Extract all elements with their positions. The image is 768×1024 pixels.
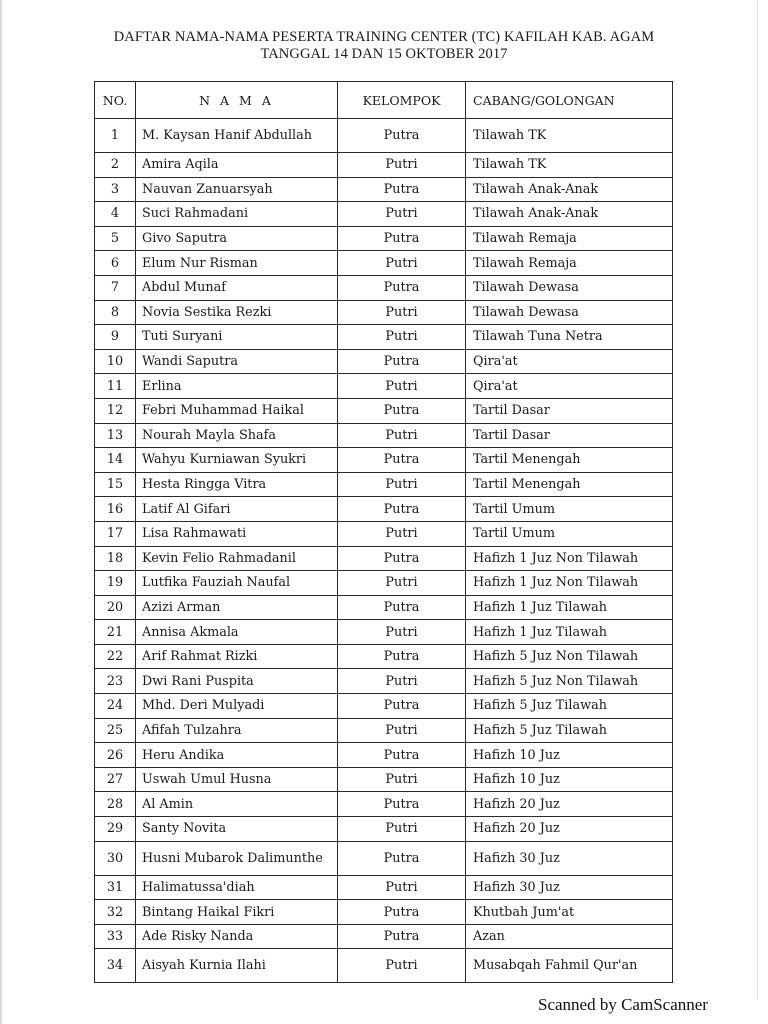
document-date: TANGGAL 14 DAN 15 OKTOBER 2017 bbox=[260, 46, 508, 62]
row-nama: Lutfika Fauziah Naufal bbox=[136, 571, 338, 596]
row-nama: Wandi Saputra bbox=[136, 349, 338, 374]
row-no: 21 bbox=[95, 620, 136, 645]
row-nama: Novia Sestika Rezki bbox=[136, 300, 338, 325]
row-kelompok: Putra bbox=[338, 119, 466, 153]
table-row bbox=[95, 423, 673, 448]
row-cabang: Tilawah Remaja bbox=[466, 226, 673, 251]
row-cabang: Hafizh 20 Juz bbox=[466, 817, 673, 842]
table-body bbox=[95, 119, 673, 983]
row-kelompok: Putra bbox=[338, 900, 466, 925]
page-border-line bbox=[757, 0, 758, 1000]
row-no: 8 bbox=[95, 300, 136, 325]
row-kelompok: Putri bbox=[338, 153, 466, 178]
row-kelompok: Putra bbox=[338, 275, 466, 300]
table-row bbox=[95, 374, 673, 399]
row-no: 3 bbox=[95, 177, 136, 202]
page-edge bbox=[0, 0, 3, 1024]
table-row bbox=[95, 300, 673, 325]
row-no: 12 bbox=[95, 398, 136, 423]
row-cabang: Tartil Menengah bbox=[466, 448, 673, 473]
table-row bbox=[95, 792, 673, 817]
row-nama: Givo Saputra bbox=[136, 226, 338, 251]
row-kelompok: Putra bbox=[338, 841, 466, 875]
row-kelompok: Putra bbox=[338, 497, 466, 522]
row-nama: Heru Andika bbox=[136, 743, 338, 768]
row-kelompok: Putri bbox=[338, 325, 466, 350]
table-row bbox=[95, 900, 673, 925]
row-cabang: Hafizh 1 Juz Non Tilawah bbox=[466, 571, 673, 596]
row-nama: Halimatussa'diah bbox=[136, 875, 338, 900]
row-no: 4 bbox=[95, 202, 136, 227]
row-cabang: Hafizh 1 Juz Tilawah bbox=[466, 620, 673, 645]
row-nama: Nourah Mayla Shafa bbox=[136, 423, 338, 448]
table-row bbox=[95, 349, 673, 374]
row-kelompok: Putra bbox=[338, 924, 466, 949]
table-row bbox=[95, 924, 673, 949]
row-cabang: Tilawah Anak-Anak bbox=[466, 177, 673, 202]
table-row bbox=[95, 119, 673, 153]
row-no: 11 bbox=[95, 374, 136, 399]
row-no: 18 bbox=[95, 546, 136, 571]
row-cabang: Hafizh 20 Juz bbox=[466, 792, 673, 817]
row-cabang: Hafizh 10 Juz bbox=[466, 743, 673, 768]
row-kelompok: Putra bbox=[338, 177, 466, 202]
row-cabang: Tartil Umum bbox=[466, 497, 673, 522]
row-no: 24 bbox=[95, 694, 136, 719]
row-kelompok: Putri bbox=[338, 875, 466, 900]
row-cabang: Hafizh 10 Juz bbox=[466, 767, 673, 792]
table-row bbox=[95, 718, 673, 743]
row-nama: Al Amin bbox=[136, 792, 338, 817]
row-no: 5 bbox=[95, 226, 136, 251]
row-nama: Nauvan Zanuarsyah bbox=[136, 177, 338, 202]
header-kelompok: KELOMPOK bbox=[338, 82, 466, 119]
row-cabang: Hafizh 5 Juz Non Tilawah bbox=[466, 669, 673, 694]
row-cabang: Tartil Dasar bbox=[466, 398, 673, 423]
row-no: 34 bbox=[95, 949, 136, 983]
table-row bbox=[95, 226, 673, 251]
row-kelompok: Putri bbox=[338, 949, 466, 983]
row-kelompok: Putra bbox=[338, 595, 466, 620]
row-kelompok: Putri bbox=[338, 718, 466, 743]
header-no: NO. bbox=[95, 82, 136, 119]
row-nama: Mhd. Deri Mulyadi bbox=[136, 694, 338, 719]
row-kelompok: Putra bbox=[338, 546, 466, 571]
table-row bbox=[95, 177, 673, 202]
row-cabang: Tartil Dasar bbox=[466, 423, 673, 448]
row-nama: Hesta Ringga Vitra bbox=[136, 472, 338, 497]
row-cabang: Tilawah TK bbox=[466, 119, 673, 153]
row-nama: Bintang Haikal Fikri bbox=[136, 900, 338, 925]
table-row bbox=[95, 251, 673, 276]
table-row bbox=[95, 275, 673, 300]
row-nama: Wahyu Kurniawan Syukri bbox=[136, 448, 338, 473]
row-cabang: Hafizh 1 Juz Tilawah bbox=[466, 595, 673, 620]
table-row bbox=[95, 767, 673, 792]
row-no: 20 bbox=[95, 595, 136, 620]
row-cabang: Hafizh 30 Juz bbox=[466, 875, 673, 900]
row-no: 9 bbox=[95, 325, 136, 350]
table-row bbox=[95, 153, 673, 178]
row-nama: M. Kaysan Hanif Abdullah bbox=[136, 119, 338, 153]
row-kelompok: Putra bbox=[338, 398, 466, 423]
row-no: 22 bbox=[95, 644, 136, 669]
row-cabang: Musabqah Fahmil Qur'an bbox=[466, 949, 673, 983]
row-no: 33 bbox=[95, 924, 136, 949]
row-nama: Ade Risky Nanda bbox=[136, 924, 338, 949]
row-no: 1 bbox=[95, 119, 136, 153]
table-row bbox=[95, 202, 673, 227]
row-cabang: Qira'at bbox=[466, 349, 673, 374]
row-no: 13 bbox=[95, 423, 136, 448]
row-cabang: Khutbah Jum'at bbox=[466, 900, 673, 925]
row-nama: Tuti Suryani bbox=[136, 325, 338, 350]
table-row bbox=[95, 595, 673, 620]
row-nama: Uswah Umul Husna bbox=[136, 767, 338, 792]
row-cabang: Hafizh 30 Juz bbox=[466, 841, 673, 875]
row-cabang: Tilawah Dewasa bbox=[466, 275, 673, 300]
row-kelompok: Putri bbox=[338, 423, 466, 448]
table-row bbox=[95, 472, 673, 497]
row-no: 2 bbox=[95, 153, 136, 178]
row-no: 28 bbox=[95, 792, 136, 817]
row-no: 14 bbox=[95, 448, 136, 473]
row-nama: Aisyah Kurnia Ilahi bbox=[136, 949, 338, 983]
row-no: 32 bbox=[95, 900, 136, 925]
row-kelompok: Putra bbox=[338, 448, 466, 473]
row-no: 27 bbox=[95, 767, 136, 792]
row-nama: Kevin Felio Rahmadanil bbox=[136, 546, 338, 571]
row-no: 29 bbox=[95, 817, 136, 842]
row-nama: Amira Aqila bbox=[136, 153, 338, 178]
row-nama: Abdul Munaf bbox=[136, 275, 338, 300]
table-row bbox=[95, 644, 673, 669]
row-cabang: Tartil Umum bbox=[466, 521, 673, 546]
row-kelompok: Putri bbox=[338, 620, 466, 645]
row-kelompok: Putri bbox=[338, 817, 466, 842]
row-kelompok: Putra bbox=[338, 349, 466, 374]
table-row bbox=[95, 669, 673, 694]
row-cabang: Tartil Menengah bbox=[466, 472, 673, 497]
row-cabang: Hafizh 1 Juz Non Tilawah bbox=[466, 546, 673, 571]
row-no: 25 bbox=[95, 718, 136, 743]
row-cabang: Qira'at bbox=[466, 374, 673, 399]
row-cabang: Hafizh 5 Juz Tilawah bbox=[466, 694, 673, 719]
row-kelompok: Putri bbox=[338, 472, 466, 497]
row-cabang: Tilawah TK bbox=[466, 153, 673, 178]
row-kelompok: Putri bbox=[338, 202, 466, 227]
row-nama: Annisa Akmala bbox=[136, 620, 338, 645]
row-nama: Dwi Rani Puspita bbox=[136, 669, 338, 694]
header-nama: N A M A bbox=[136, 82, 338, 119]
table-row bbox=[95, 875, 673, 900]
table-row bbox=[95, 949, 673, 983]
document-title: DAFTAR NAMA-NAMA PESERTA TRAINING CENTER (TC) KAFILAH KAB. AGAM bbox=[113, 29, 655, 45]
row-nama: Erlina bbox=[136, 374, 338, 399]
table-row bbox=[95, 817, 673, 842]
row-cabang: Azan bbox=[466, 924, 673, 949]
row-kelompok: Putri bbox=[338, 300, 466, 325]
row-nama: Azizi Arman bbox=[136, 595, 338, 620]
row-cabang: Tilawah Remaja bbox=[466, 251, 673, 276]
row-no: 10 bbox=[95, 349, 136, 374]
row-kelompok: Putri bbox=[338, 669, 466, 694]
row-kelompok: Putri bbox=[338, 571, 466, 596]
header-cabang: CABANG/GOLONGAN bbox=[466, 82, 673, 119]
row-nama: Lisa Rahmawati bbox=[136, 521, 338, 546]
row-nama: Suci Rahmadani bbox=[136, 202, 338, 227]
row-cabang: Tilawah Anak-Anak bbox=[466, 202, 673, 227]
table-row bbox=[95, 325, 673, 350]
row-kelompok: Putri bbox=[338, 767, 466, 792]
row-nama: Husni Mubarok Dalimunthe bbox=[136, 841, 338, 875]
row-kelompok: Putri bbox=[338, 521, 466, 546]
row-kelompok: Putri bbox=[338, 251, 466, 276]
row-cabang: Tilawah Tuna Netra bbox=[466, 325, 673, 350]
table-row bbox=[95, 398, 673, 423]
row-no: 15 bbox=[95, 472, 136, 497]
row-kelompok: Putra bbox=[338, 792, 466, 817]
row-nama: Santy Novita bbox=[136, 817, 338, 842]
row-no: 31 bbox=[95, 875, 136, 900]
table-row bbox=[95, 521, 673, 546]
table-row bbox=[95, 497, 673, 522]
row-no: 6 bbox=[95, 251, 136, 276]
table-row bbox=[95, 694, 673, 719]
row-no: 23 bbox=[95, 669, 136, 694]
scanner-watermark: Scanned by CamScanner bbox=[538, 995, 708, 1014]
table-row bbox=[95, 546, 673, 571]
row-nama: Elum Nur Risman bbox=[136, 251, 338, 276]
table-header-row bbox=[95, 82, 673, 119]
row-no: 26 bbox=[95, 743, 136, 768]
table-row bbox=[95, 841, 673, 875]
row-cabang: Tilawah Dewasa bbox=[466, 300, 673, 325]
row-no: 17 bbox=[95, 521, 136, 546]
row-no: 16 bbox=[95, 497, 136, 522]
row-kelompok: Putra bbox=[338, 644, 466, 669]
table-row bbox=[95, 448, 673, 473]
row-kelompok: Putra bbox=[338, 743, 466, 768]
row-nama: Latif Al Gifari bbox=[136, 497, 338, 522]
table-row bbox=[95, 620, 673, 645]
row-kelompok: Putra bbox=[338, 694, 466, 719]
participant-table bbox=[94, 81, 673, 983]
table-row bbox=[95, 743, 673, 768]
row-nama: Arif Rahmat Rizki bbox=[136, 644, 338, 669]
row-kelompok: Putri bbox=[338, 374, 466, 399]
row-cabang: Hafizh 5 Juz Non Tilawah bbox=[466, 644, 673, 669]
row-kelompok: Putra bbox=[338, 226, 466, 251]
row-nama: Afifah Tulzahra bbox=[136, 718, 338, 743]
row-no: 30 bbox=[95, 841, 136, 875]
row-no: 19 bbox=[95, 571, 136, 596]
row-no: 7 bbox=[95, 275, 136, 300]
table-row bbox=[95, 571, 673, 596]
row-cabang: Hafizh 5 Juz Tilawah bbox=[466, 718, 673, 743]
row-nama: Febri Muhammad Haikal bbox=[136, 398, 338, 423]
